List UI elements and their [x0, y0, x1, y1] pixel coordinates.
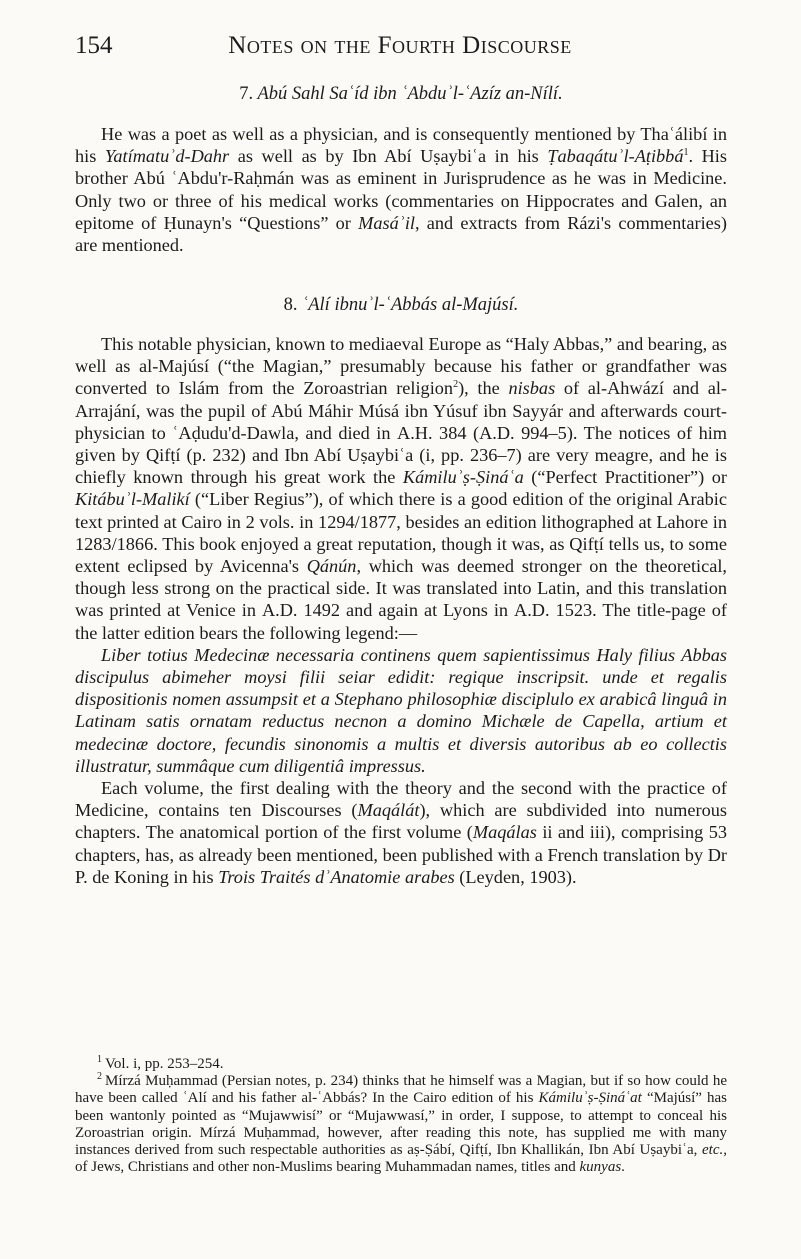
section-7-title: Abú Sahl Saʿíd ibn ʿAbduʾl-ʿAzíz an-Nílí. — [257, 84, 563, 104]
section-8-title: ʿAlí ibnuʾl-ʿAbbás al-Majúsí. — [302, 295, 519, 315]
section-7-body — [75, 123, 727, 256]
latin-legend-quote: Liber totius Medecinæ necessaria continens quem sapientissimus Haly filius Abbas discipulus abimeher moysi filii seiar edidit: regique inscripsit. unde et regalis dispositionis nomen assumpsit et a Stephano philosophiæ disciplulo ex arabicâ linguâ in Latinam satis ornatam reductus necnon a domino Michæle de Capella, artium et medecinæ doctore, fecundis sinonomis a multis et diversis autoribus ab eo collectis illustratur, summâque cum diligentiâ impressus. — [75, 644, 727, 776]
section-8-number: 8. — [283, 295, 298, 315]
footnote-ref-1: 1 — [683, 147, 689, 159]
section-8-heading — [75, 295, 727, 316]
footnote-ref-2: 2 — [453, 379, 459, 391]
section-8-paragraph-1: This notable physician, known to mediaeval Europe as “Haly Abbas,” and bearing, as well as al-Majúsí (“the Magian,” presumably because his father or grandfather was converted to Islám from the Zoroastrian religion$^2$), the nisbas of al-Ahwází and al-Arrajání, was the pupil of Abú Máhir Músá ibn Yúsuf ibn Sayyár and afterwards court-physician to ʿAḍudu'd-Dawla, and died in A.H. 384 (A.D. 994–5). The notices of him given by Qifṭí (p. 232) and Ibn Abí Uṣaybiʿa (i, pp. 236–7) are very meagre, and he is chiefly known through his great work the Kámiluʾṣ-Ṣináʿa (“Perfect Practitioner”) or Kitábuʾl-Malikí (“Liber Regius”), of which there is a good edition of the original Arabic text printed at Cairo in 2 vols. in 1294/1877, besides an edition lithographed at Lahore in 1283/1866. This book enjoyed a great reputation, though it was, as Qifṭí tells us, to some extent eclipsed by Avicenna's Qánún, which was deemed stronger on the theoretical, though less strong on the practical side. It was translated into Latin, and this translation was printed at Venice in A.D. 1492 and again at Lyons in A.D. 1523. The title-page of the latter edition bears the following legend:— — [75, 334, 728, 643]
page-header — [75, 30, 725, 64]
section-7-number: 7. — [239, 84, 254, 104]
section-8-paragraph-2: Each volume, the first dealing with the theory and the second with the practice of Medicine, contains ten Discourses (Maqálát), which are subdivided into numerous chapters. The anatomical portion of the first volume (Maqálas ii and iii), comprising 53 chapters, has, as already been mentioned, been published with a French translation by Dr P. de Koning in his Trois Traités dʾAnatomie arabes (Leyden, 1903). — [75, 778, 727, 887]
footnote-1: $^1$ Vol. i, pp. 253–254. — [97, 1054, 224, 1072]
footnote-2: $^2$ Mírzá Muḥammad (Persian notes, p. 234) thinks that he himself was a Magian, but if so how could he have been called ʿAlí and his father al-ʿAbbás? In the Cairo edition of his Kámiluʾṣ-Ṣináʿat “Majúsí” has been wantonly pointed as “Mujawwisí” or “Mujawwasí,” in order, I suppose, to attempt to conceal his Zoroastrian origin. Mírzá Muḥammad, however, after reading this note, has supplied me with many instances derived from such respectable authorities as aṣ-Ṣábí, Qifṭí, Ibn Khallikán, Ibn Abí Uṣaybiʿa, etc., of Jews, Christians and other non-Muslims bearing Muhammadan names, titles and kunyas. — [75, 1071, 728, 1176]
section-7-paragraph: He was a poet as well as a physician, and is consequently mentioned by Thaʿálibí in his Yatímatuʾd-Dahr as well as by Ibn Abí Uṣaybiʿa in his Ṭabaqátuʾl-Aṭibbá$^1$. His brother Abú ʿAbdu'r-Raḥmán was as eminent in Jurisprudence as he was in Medicine. Only two or three of his medical works (commentaries on Hippocrates and Galen, an epitome of Ḥunayn's “Questions” or Masáʾil, and extracts from Rázi's commentaries) are mentioned. — [75, 124, 727, 256]
page-number: 154 — [75, 32, 113, 59]
footnotes — [75, 1056, 727, 1176]
section-7-heading — [75, 84, 727, 105]
running-title: Notes on the Fourth Discourse — [228, 32, 572, 59]
section-8-body — [75, 333, 727, 888]
